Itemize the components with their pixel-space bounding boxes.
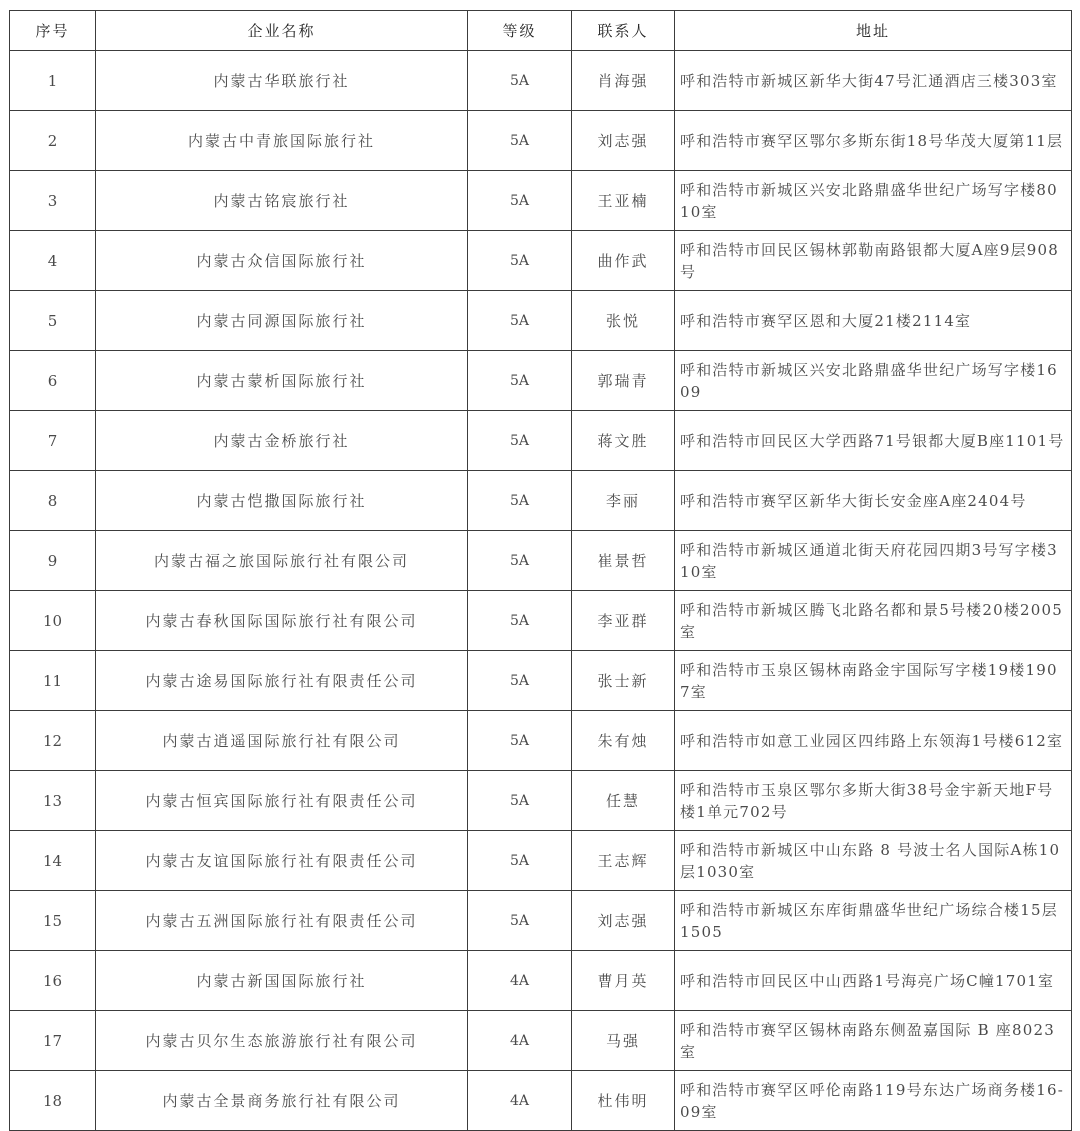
grade-cell: 5A xyxy=(468,711,572,771)
table-row xyxy=(10,351,1072,411)
grade-cell: 5A xyxy=(468,771,572,831)
contact-person-cell: 任慧 xyxy=(572,771,675,831)
contact-person-cell: 张士新 xyxy=(572,651,675,711)
company-name-cell: 内蒙古金桥旅行社 xyxy=(96,411,468,471)
grade-cell: 4A xyxy=(468,1071,572,1131)
company-name-cell: 内蒙古众信国际旅行社 xyxy=(96,231,468,291)
contact-person-cell: 李丽 xyxy=(572,471,675,531)
grade-cell: 5A xyxy=(468,651,572,711)
address-cell: 呼和浩特市回民区大学西路71号银都大厦B座1101号 xyxy=(675,411,1072,471)
grade-cell: 5A xyxy=(468,351,572,411)
serial-number-cell: 13 xyxy=(10,771,96,831)
address-cell: 呼和浩特市新城区腾飞北路名都和景5号楼20楼2005室 xyxy=(675,591,1072,651)
company-name-cell: 内蒙古五洲国际旅行社有限责任公司 xyxy=(96,891,468,951)
company-name-cell: 内蒙古华联旅行社 xyxy=(96,51,468,111)
serial-number-cell: 18 xyxy=(10,1071,96,1131)
serial-number-cell: 11 xyxy=(10,651,96,711)
address-cell: 呼和浩特市玉泉区锡林南路金宇国际写字楼19楼1907室 xyxy=(675,651,1072,711)
contact-person-cell: 郭瑞青 xyxy=(572,351,675,411)
address-cell: 呼和浩特市新城区东库街鼎盛华世纪广场综合楼15层1505 xyxy=(675,891,1072,951)
address-cell: 呼和浩特市新城区新华大街47号汇通酒店三楼303室 xyxy=(675,51,1072,111)
contact-person-cell: 李亚群 xyxy=(572,591,675,651)
table-header-row xyxy=(10,11,1072,51)
company-name-cell: 内蒙古恒宾国际旅行社有限责任公司 xyxy=(96,771,468,831)
company-name-cell: 内蒙古春秋国际国际旅行社有限公司 xyxy=(96,591,468,651)
table-row xyxy=(10,771,1072,831)
serial-number-cell: 15 xyxy=(10,891,96,951)
serial-number-cell: 14 xyxy=(10,831,96,891)
serial-number-cell: 10 xyxy=(10,591,96,651)
contact-person-cell: 崔景哲 xyxy=(572,531,675,591)
company-name-cell: 内蒙古逍遥国际旅行社有限公司 xyxy=(96,711,468,771)
grade-cell: 5A xyxy=(468,231,572,291)
contact-person-cell: 蒋文胜 xyxy=(572,411,675,471)
grade-cell: 5A xyxy=(468,291,572,351)
table-body xyxy=(10,51,1072,1131)
address-cell: 呼和浩特市回民区中山西路1号海亮广场C幢1701室 xyxy=(675,951,1072,1011)
company-name-cell: 内蒙古蒙析国际旅行社 xyxy=(96,351,468,411)
table-row xyxy=(10,891,1072,951)
serial-number-cell: 1 xyxy=(10,51,96,111)
table-row xyxy=(10,1071,1072,1131)
contact-person-cell: 肖海强 xyxy=(572,51,675,111)
grade-cell: 5A xyxy=(468,591,572,651)
company-name-cell: 内蒙古贝尔生态旅游旅行社有限公司 xyxy=(96,1011,468,1071)
address-cell: 呼和浩特市赛罕区锡林南路东侧盈嘉国际 B 座8023室 xyxy=(675,1011,1072,1071)
company-name-cell: 内蒙古全景商务旅行社有限公司 xyxy=(96,1071,468,1131)
grade-cell: 5A xyxy=(468,831,572,891)
header-serial-number: 序号 xyxy=(10,11,96,51)
address-cell: 呼和浩特市回民区锡林郭勒南路银都大厦A座9层908号 xyxy=(675,231,1072,291)
table-row xyxy=(10,111,1072,171)
address-cell: 呼和浩特市赛罕区鄂尔多斯东街18号华茂大厦第11层 xyxy=(675,111,1072,171)
address-cell: 呼和浩特市新城区中山东路 8 号波士名人国际A栋10层1030室 xyxy=(675,831,1072,891)
address-cell: 呼和浩特市新城区兴安北路鼎盛华世纪广场写字楼8010室 xyxy=(675,171,1072,231)
table-row xyxy=(10,591,1072,651)
serial-number-cell: 4 xyxy=(10,231,96,291)
table-row xyxy=(10,291,1072,351)
header-contact-person: 联系人 xyxy=(572,11,675,51)
address-cell: 呼和浩特市玉泉区鄂尔多斯大街38号金宇新天地F号楼1单元702号 xyxy=(675,771,1072,831)
table-row xyxy=(10,231,1072,291)
table-row xyxy=(10,531,1072,591)
company-name-cell: 内蒙古同源国际旅行社 xyxy=(96,291,468,351)
table-row xyxy=(10,951,1072,1011)
company-name-cell: 内蒙古新国国际旅行社 xyxy=(96,951,468,1011)
contact-person-cell: 刘志强 xyxy=(572,891,675,951)
company-name-cell: 内蒙古恺撒国际旅行社 xyxy=(96,471,468,531)
serial-number-cell: 7 xyxy=(10,411,96,471)
address-cell: 呼和浩特市新城区兴安北路鼎盛华世纪广场写字楼1609 xyxy=(675,351,1072,411)
table-row xyxy=(10,1011,1072,1071)
address-cell: 呼和浩特市如意工业园区四纬路上东领海1号楼612室 xyxy=(675,711,1072,771)
address-cell: 呼和浩特市赛罕区新华大街长安金座A座2404号 xyxy=(675,471,1072,531)
table-row xyxy=(10,651,1072,711)
company-name-cell: 内蒙古福之旅国际旅行社有限公司 xyxy=(96,531,468,591)
serial-number-cell: 5 xyxy=(10,291,96,351)
contact-person-cell: 马强 xyxy=(572,1011,675,1071)
table-row xyxy=(10,171,1072,231)
contact-person-cell: 王志辉 xyxy=(572,831,675,891)
header-grade: 等级 xyxy=(468,11,572,51)
grade-cell: 5A xyxy=(468,111,572,171)
serial-number-cell: 9 xyxy=(10,531,96,591)
serial-number-cell: 12 xyxy=(10,711,96,771)
contact-person-cell: 曹月英 xyxy=(572,951,675,1011)
table-row xyxy=(10,831,1072,891)
contact-person-cell: 张悦 xyxy=(572,291,675,351)
grade-cell: 4A xyxy=(468,1011,572,1071)
company-name-cell: 内蒙古途易国际旅行社有限责任公司 xyxy=(96,651,468,711)
serial-number-cell: 16 xyxy=(10,951,96,1011)
address-cell: 呼和浩特市新城区通道北街天府花园四期3号写字楼310室 xyxy=(675,531,1072,591)
contact-person-cell: 杜伟明 xyxy=(572,1071,675,1131)
table-row xyxy=(10,411,1072,471)
serial-number-cell: 2 xyxy=(10,111,96,171)
address-cell: 呼和浩特市赛罕区恩和大厦21楼2114室 xyxy=(675,291,1072,351)
grade-cell: 5A xyxy=(468,471,572,531)
header-company-name: 企业名称 xyxy=(96,11,468,51)
contact-person-cell: 曲作武 xyxy=(572,231,675,291)
table-row xyxy=(10,711,1072,771)
grade-cell: 5A xyxy=(468,531,572,591)
grade-cell: 4A xyxy=(468,951,572,1011)
contact-person-cell: 朱有烛 xyxy=(572,711,675,771)
serial-number-cell: 8 xyxy=(10,471,96,531)
table-row xyxy=(10,471,1072,531)
grade-cell: 5A xyxy=(468,411,572,471)
table-row xyxy=(10,51,1072,111)
serial-number-cell: 17 xyxy=(10,1011,96,1071)
company-name-cell: 内蒙古中青旅国际旅行社 xyxy=(96,111,468,171)
serial-number-cell: 3 xyxy=(10,171,96,231)
grade-cell: 5A xyxy=(468,891,572,951)
serial-number-cell: 6 xyxy=(10,351,96,411)
travel-agency-table xyxy=(9,10,1072,1131)
grade-cell: 5A xyxy=(468,51,572,111)
header-address: 地址 xyxy=(675,11,1072,51)
grade-cell: 5A xyxy=(468,171,572,231)
travel-agency-list-sheet xyxy=(9,10,1071,1131)
address-cell: 呼和浩特市赛罕区呼伦南路119号东达广场商务楼16-09室 xyxy=(675,1071,1072,1131)
contact-person-cell: 王亚楠 xyxy=(572,171,675,231)
contact-person-cell: 刘志强 xyxy=(572,111,675,171)
company-name-cell: 内蒙古铭宸旅行社 xyxy=(96,171,468,231)
company-name-cell: 内蒙古友谊国际旅行社有限责任公司 xyxy=(96,831,468,891)
